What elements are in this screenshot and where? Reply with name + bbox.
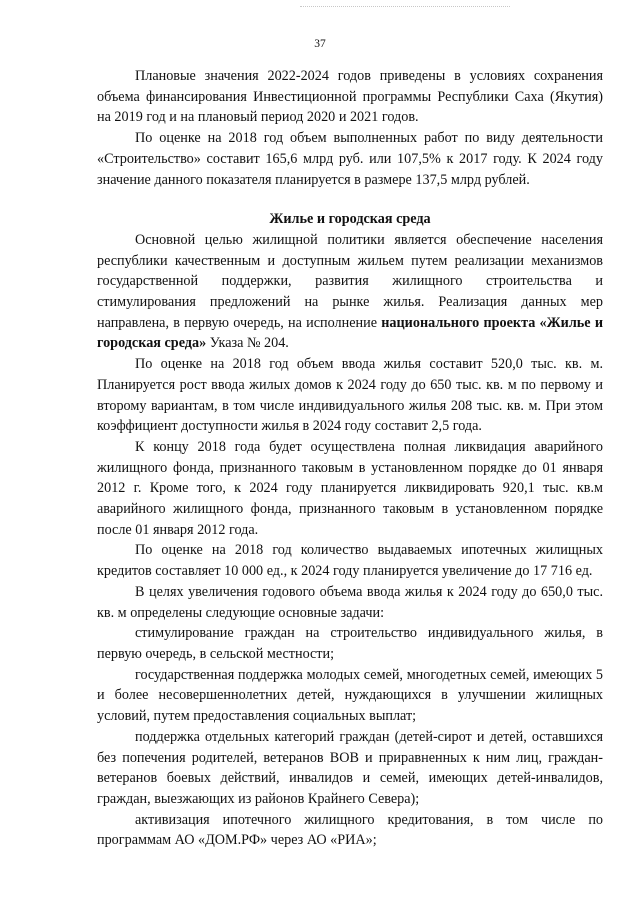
task-young-families: государственная поддержка молодых семей, многодетных семей, имеющих 5 и более несовершеннолетних детей, нуждающихся в улучшении жилищных условий, путем предоставления социальных выплат;	[97, 666, 603, 725]
paragraph-plan-values: Плановые значения 2022-2024 годов приведены в условиях сохранения объема финансирования Инвестиционной программы Республики Саха (Якутия) на 2019 год и на плановый период 2020 и 2021 годов.	[97, 68, 603, 126]
national-project-name: национального проекта «Жилье и городская среда»	[97, 314, 603, 352]
page-number: 37	[314, 38, 326, 50]
paragraph-housing-policy	[97, 230, 603, 354]
paragraph-construction-volume: По оценке на 2018 год объем выполненных работ по виду деятельности «Строительство» составит 165,6 млрд руб. или 107,5% к 2017 году. К 2024 году значение данного показателя планируется в размере 137,5 млрд рублей.	[97, 130, 603, 188]
task-mortgage-activation: активизация ипотечного жилищного кредитования, в том числе по программам АО «ДОМ.РФ» через АО «РИА»;	[97, 811, 603, 849]
paragraph-housing-commissioning: По оценке на 2018 год объем ввода жилья составит 520,0 тыс. кв. м. Планируется рост ввода жилых домов к 2024 году до 650 тыс. кв. м по первому и второму вариантам, в том числе индивидуального жилья 208 тыс. кв. м. При этом коэффициент доступности жилья в 2024 году составит 2,5 года.	[97, 356, 603, 435]
section-title: Жилье и городская среда	[269, 211, 431, 228]
policy-text-after: Указа № 204.	[206, 335, 289, 352]
document-body	[97, 66, 603, 851]
policy-text-before: Основной целью жилищной политики является обеспечение населения республики качественным и доступным жильем путем реализации механизмов государственной поддержки, развития жилищного строительства и стимулирования предложений на рынке жилья. Реализация данных мер направлена, в первую очередь, на исполнение	[97, 231, 603, 331]
task-individual-housing: стимулирование граждан на строительство индивидуального жилья, в первую очередь, в сельской местности;	[97, 625, 603, 662]
paragraph-mortgage-loans: По оценке на 2018 год количество выдаваемых ипотечных жилищных кредитов составляет 10 000 ед., к 2024 году планируется увеличение до 17 716 ед.	[97, 542, 603, 580]
scan-artifact-line	[300, 6, 510, 8]
paragraph-tasks-intro: В целях увеличения годового объема ввода жилья к 2024 году до 650,0 тыс. кв. м определены следующие основные задачи:	[97, 583, 603, 621]
paragraph-emergency-housing: К концу 2018 года будет осуществлена полная ликвидация аварийного жилищного фонда, признанного таковым в установленном порядке до 01 января 2012 г. Кроме того, к 2024 году планируется ликвидировать 920,1 тыс. кв.м аварийного жилищного фонда, признанного таковым в установленном порядке после 01 января 2012 года.	[97, 438, 603, 538]
task-citizen-categories: поддержка отдельных категорий граждан (детей-сирот и детей, оставшихся без попечения родителей, ветеранов ВОВ и приравненных к ним лиц, граждан-ветеранов боевых действий, инвалидов и семей, имеющих детей-инвалидов, граждан, выезжающих из районов Крайнего Севера);	[97, 728, 603, 807]
